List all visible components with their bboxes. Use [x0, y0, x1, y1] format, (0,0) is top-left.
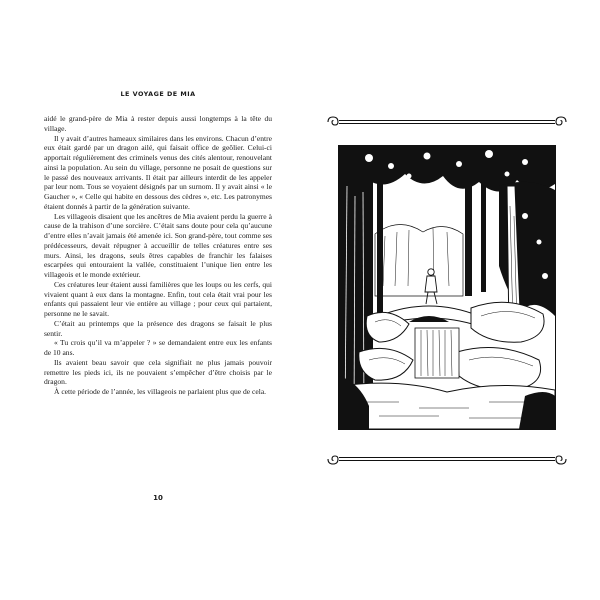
paragraph: C’était au printemps que la présence des dragons se faisait le plus sentir.: [44, 318, 272, 338]
paragraph: Ces créatures leur étaient aussi familières que les loups ou les cerfs, qui vivaient quant à eux dans la montagne. Enfin, tout cela était vrai pour les enfants qui passaient leur vie entière au village ; pour ceux qui partaient, personne ne le savait.: [44, 279, 272, 318]
ornament-top: [324, 114, 570, 130]
paragraph: Les villageois disaient que les ancêtres de Mia avaient perdu la guerre à cause de la trahison d’une sorcière. C’était sans doute pour cela qu’aucune d’entre elles n’avait jamais été amenée ici. Son grand-père, tout comme ses prédécesseurs, devait répugner à accueillir de telles créatures entre ses murs. Ainsi, les dragons, seuls êtres capables de franchir les falaises escarpées qui entouraient la vallée, constituaient l’unique lien entre les villageois et le monde extérieur.: [44, 211, 272, 279]
running-title: LE VOYAGE DE MIA: [120, 90, 196, 98]
paragraph: À cette période de l’année, les villageois ne parlaient plus que de cela.: [54, 387, 267, 396]
paragraph: Il y avait d’autres hameaux similaires dans les environs. Chacun d’entre eux était gardé par un dragon ailé, qui faisait office de geôlier. Celui-ci apportait régulièrement des criminels venus des cités alentour, renouvelant ainsi la population. Au sein du village, personne ne posait de questions sur le passé des nouveaux arrivants. Il était par ailleurs interdit de les appeler par leur nom. Tous se voyaient désignés par un surnom. Il y avait ainsi « le Gaucher », « Celle qui habite en dessous des cèdres », etc. Les patronymes étaient donnés à partir de la génération suivante.: [44, 133, 272, 211]
page-number: 10: [153, 494, 163, 502]
body-text: [44, 114, 272, 397]
paragraph: aidé le grand-père de Mia à rester depuis aussi longtemps à la tête du village.: [44, 114, 272, 133]
paragraph: Ils avaient beau savoir que cela signifiait ne plus jamais pouvoir remettre les pieds ici, ils ne pouvaient s’empêcher d’être choisis par le dragon.: [44, 357, 272, 387]
illustration-forest-waterfall: [338, 145, 556, 430]
ornament-bottom: [324, 451, 570, 467]
paragraph: « Tu crois qu’il va m’appeler ? » se demandaient entre eux les enfants de 10 ans.: [44, 338, 272, 357]
